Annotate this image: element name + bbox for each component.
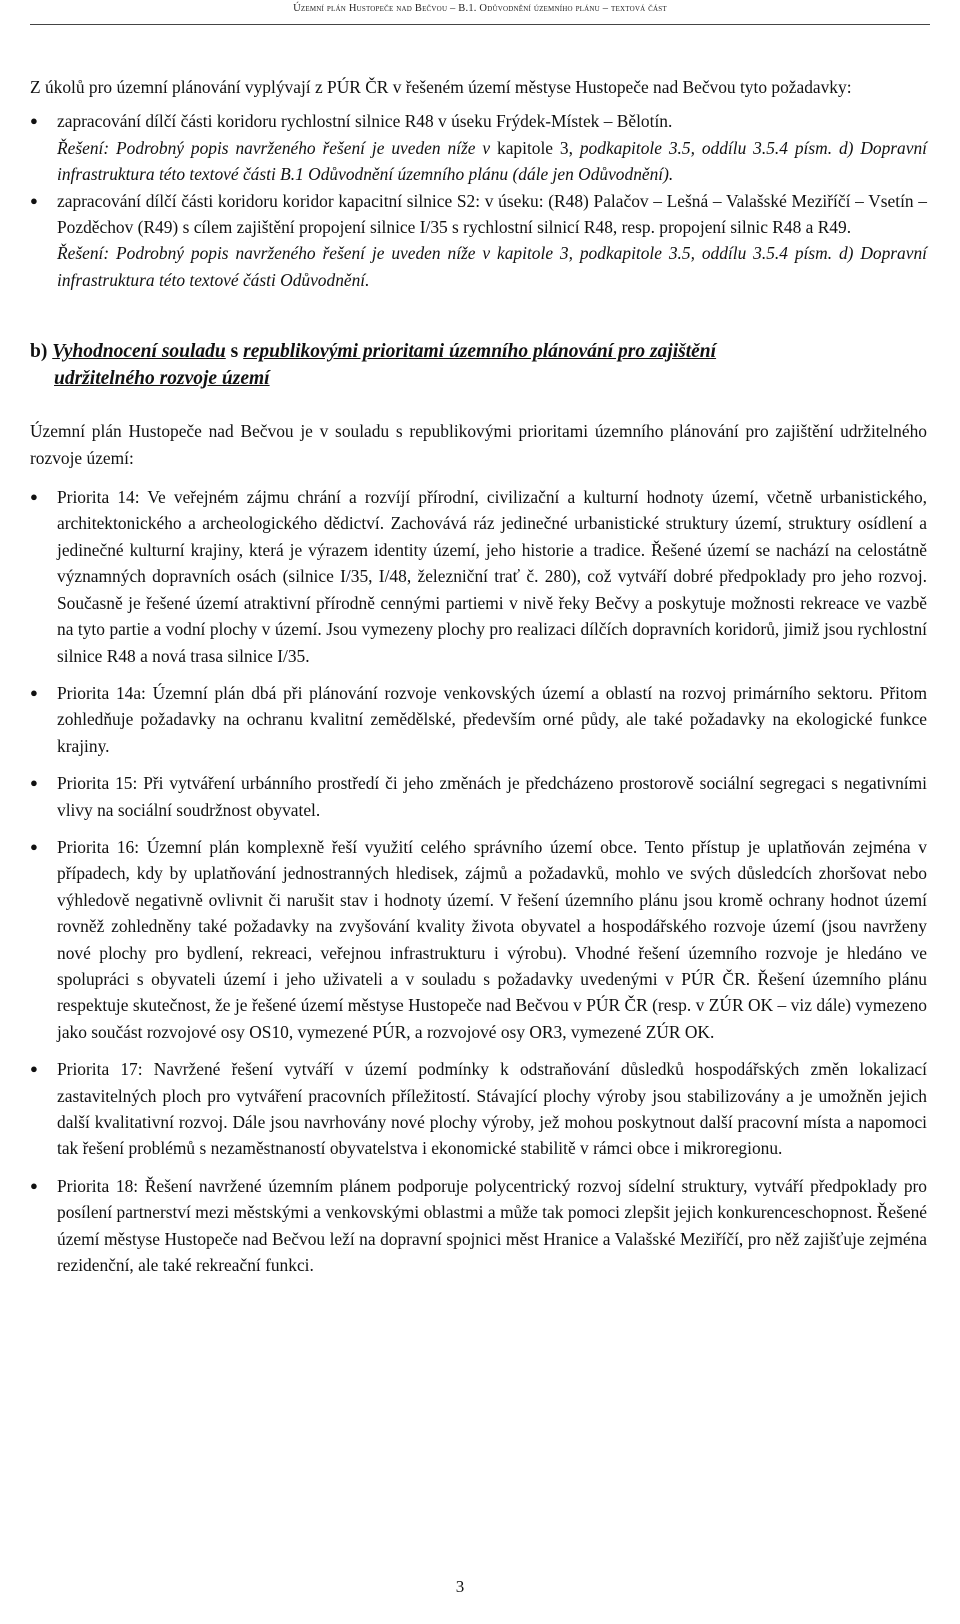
list-item <box>30 108 927 187</box>
requirement-solution: Řešení: Podrobný popis navrženého řešení je uveden níže v kapitole 3, podkapitole 3.5, oddílu 3.5.4 písm. d) Dopravní infrastruktura této textové části Odůvodnění. <box>57 243 927 290</box>
priority-text: Priorita 15: Při vytváření urbánního prostředí či jeho změnách je předcházeno prostorově sociální segregaci s negativními vlivy na sociální soudržnost obyvatel. <box>57 773 927 820</box>
requirement-solution: Řešení: Podrobný popis navrženého řešení je uveden níže v kapitole 3, podkapitole 3.5, oddílu 3.5.4 písm. d) Dopravní infrastruktura této textové části B.1 Odůvodnění územního plánu (dále jen Odůvodnění). <box>57 137 927 185</box>
list-item <box>30 834 927 1045</box>
list-item <box>30 484 927 669</box>
section-heading: b) Vyhodnocení souladu s republikovými prioritami územního plánování pro zajištění udržitelného rozvoje území <box>30 341 717 390</box>
bullet-icon: ● <box>30 684 38 700</box>
list-item <box>30 1056 927 1162</box>
priority-text: Priorita 14: Ve veřejném zájmu chrání a rozvíjí přírodní, civilizační a kulturní hodnoty území, včetně urbanistického, architektonického a archeologického dědictví. Zachovává ráz jedinečné urbanistické struktury území, struktury osídlení a jedinečné kulturní krajiny, která je výrazem identity území, jeho historie a tradice. Řešené území se nachází na celostátně významných dopravních osách (silnice I/35, I/48, železniční trať č. 280), což vytváří dobré předpoklady pro jeho rozvoj. Současně je řešené území atraktivní přírodně cennými partiemi v nivě řeky Bečvy a poskytuje možnosti rekreace ve vazbě na tyto partie a vodní plochy v území. Jsou vymezeny plochy pro realizaci dílčích dopravních koridorů, jimiž jsou rychlostní silnice R48 a nová trasa silnice I/35. <box>57 487 927 666</box>
requirement-text: zapracování dílčí části koridoru rychlostní silnice R48 v úseku Frýdek-Místek – Bělotín. <box>57 111 673 132</box>
priority-text: Priorita 18: Řešení navržené územním plánem podporuje polycentrický rozvoj sídelní struktury, vytváří předpoklady pro posílení partnerství mezi městskými a venkovskými oblastmi a může tak pomoci zlepšit jejich konkurenceschopnost. Řešené území městyse Hustopeče nad Bečvou leží na dopravní spojnici měst Hranice a Valašské Meziříčí, pro něž zajišťuje zejména rezidenční, ale také rekreační funkci. <box>57 1175 927 1276</box>
bullet-icon: ● <box>30 775 38 791</box>
intro-paragraph: Z úkolů pro územní plánování vyplývají z PÚR ČR v řešeném území městyse Hustopeče nad Bečvou tyto požadavky: <box>30 77 852 97</box>
bullet-icon: ● <box>30 1177 38 1193</box>
bullet-icon: ● <box>30 1061 38 1077</box>
list-item <box>30 680 927 759</box>
bullet-icon: ● <box>30 192 38 208</box>
list-item <box>30 188 927 294</box>
list-item <box>30 770 927 823</box>
page-content <box>30 74 927 1289</box>
priority-text: Priorita 17: Navržené řešení vytváří v území podmínky k odstraňování důsledků hospodářských změn lokalizací zastavitelných ploch pro vytváření pracovních příležitostí. Stávající plochy výroby jsou stabilizovány a je umožněn jejich další kvalitativní rozvoj. Dále jsou navrhovány nové plochy výroby, jež mohou poskytnout další pracovní místa a napomoci tak řešení problémů s nezaměstnaností obyvatelstva i ekonomické stabilitě v rámci obce i mikroregionu. <box>57 1059 927 1159</box>
priority-text: Priorita 14a: Územní plán dbá při plánování rozvoje venkovských území a oblastí na rozvoj primárního sektoru. Přitom zohledňuje požadavky na ochranu kvalitní zemědělské, především orné půdy, ale také požadavky na ekologické funkce krajiny. <box>57 682 927 756</box>
bullet-icon: ● <box>30 113 38 129</box>
priorities-list <box>30 484 927 1278</box>
page-number: 3 <box>455 1577 465 1596</box>
section-label: b) <box>30 341 48 363</box>
section-intro: Územní plán Hustopeče nad Bečvou je v souladu s republikovými prioritami územního plánování pro zajištění udržitelného rozvoje území: <box>30 421 927 468</box>
bullet-icon: ● <box>30 838 38 854</box>
list-item <box>30 1173 927 1279</box>
header-rule <box>30 24 930 25</box>
requirements-list <box>30 108 927 293</box>
section-title-line2: udržitelného rozvoje území <box>54 368 270 390</box>
requirement-text: zapracování dílčí části koridoru koridor kapacitní silnice S2: v úseku: (R48) Palačov – Lešná – Valašské Meziříčí – Vsetín – Pozděchov (R49) s cílem zajištění propojení silnice I/35 s rychlostní silnicí R48, resp. propojení silnic R48 a R49. <box>57 190 927 238</box>
priority-text: Priorita 16: Územní plán komplexně řeší využití celého správního území obce. Tento přístup je uplatňován zejména v případech, kdy by uplatňování jednostranných hledisek, zájmů a požadavků, mohlo ve svých důsledcích zhoršovat nebo výhledově negativně ovlivnit či narušit stav i hodnoty území. V řešení územního plánu jsou kromě ochrany hodnot území rovněž zohledněny také požadavky na zvyšování kvality života obyvatel a hospodářského rozvoje území (jsou navrženy nové plochy pro bydlení, rekreaci, veřejnou infrastrukturu i výrobu). Vhodné řešení územního rozvoje je hledáno ve spolupráci s obyvateli území i jeho uživateli a v souladu s požadavky uvedenými v PÚR ČR. Řešení územního plánu respektuje skutečnost, že je řešené území městyse Hustopeče nad Bečvou v PÚR ČR (resp. v ZÚR OK – viz dále) vymezeno jako součást rozvojové osy OS10, vymezené PÚR, a rozvojové osy OR3, vymezené ZÚR OK. <box>57 836 927 1042</box>
running-header: Územní plán Hustopeče nad Bečvou – B.1. Odůvodnění územního plánu – textová část <box>293 3 667 14</box>
bullet-icon: ● <box>30 489 38 505</box>
